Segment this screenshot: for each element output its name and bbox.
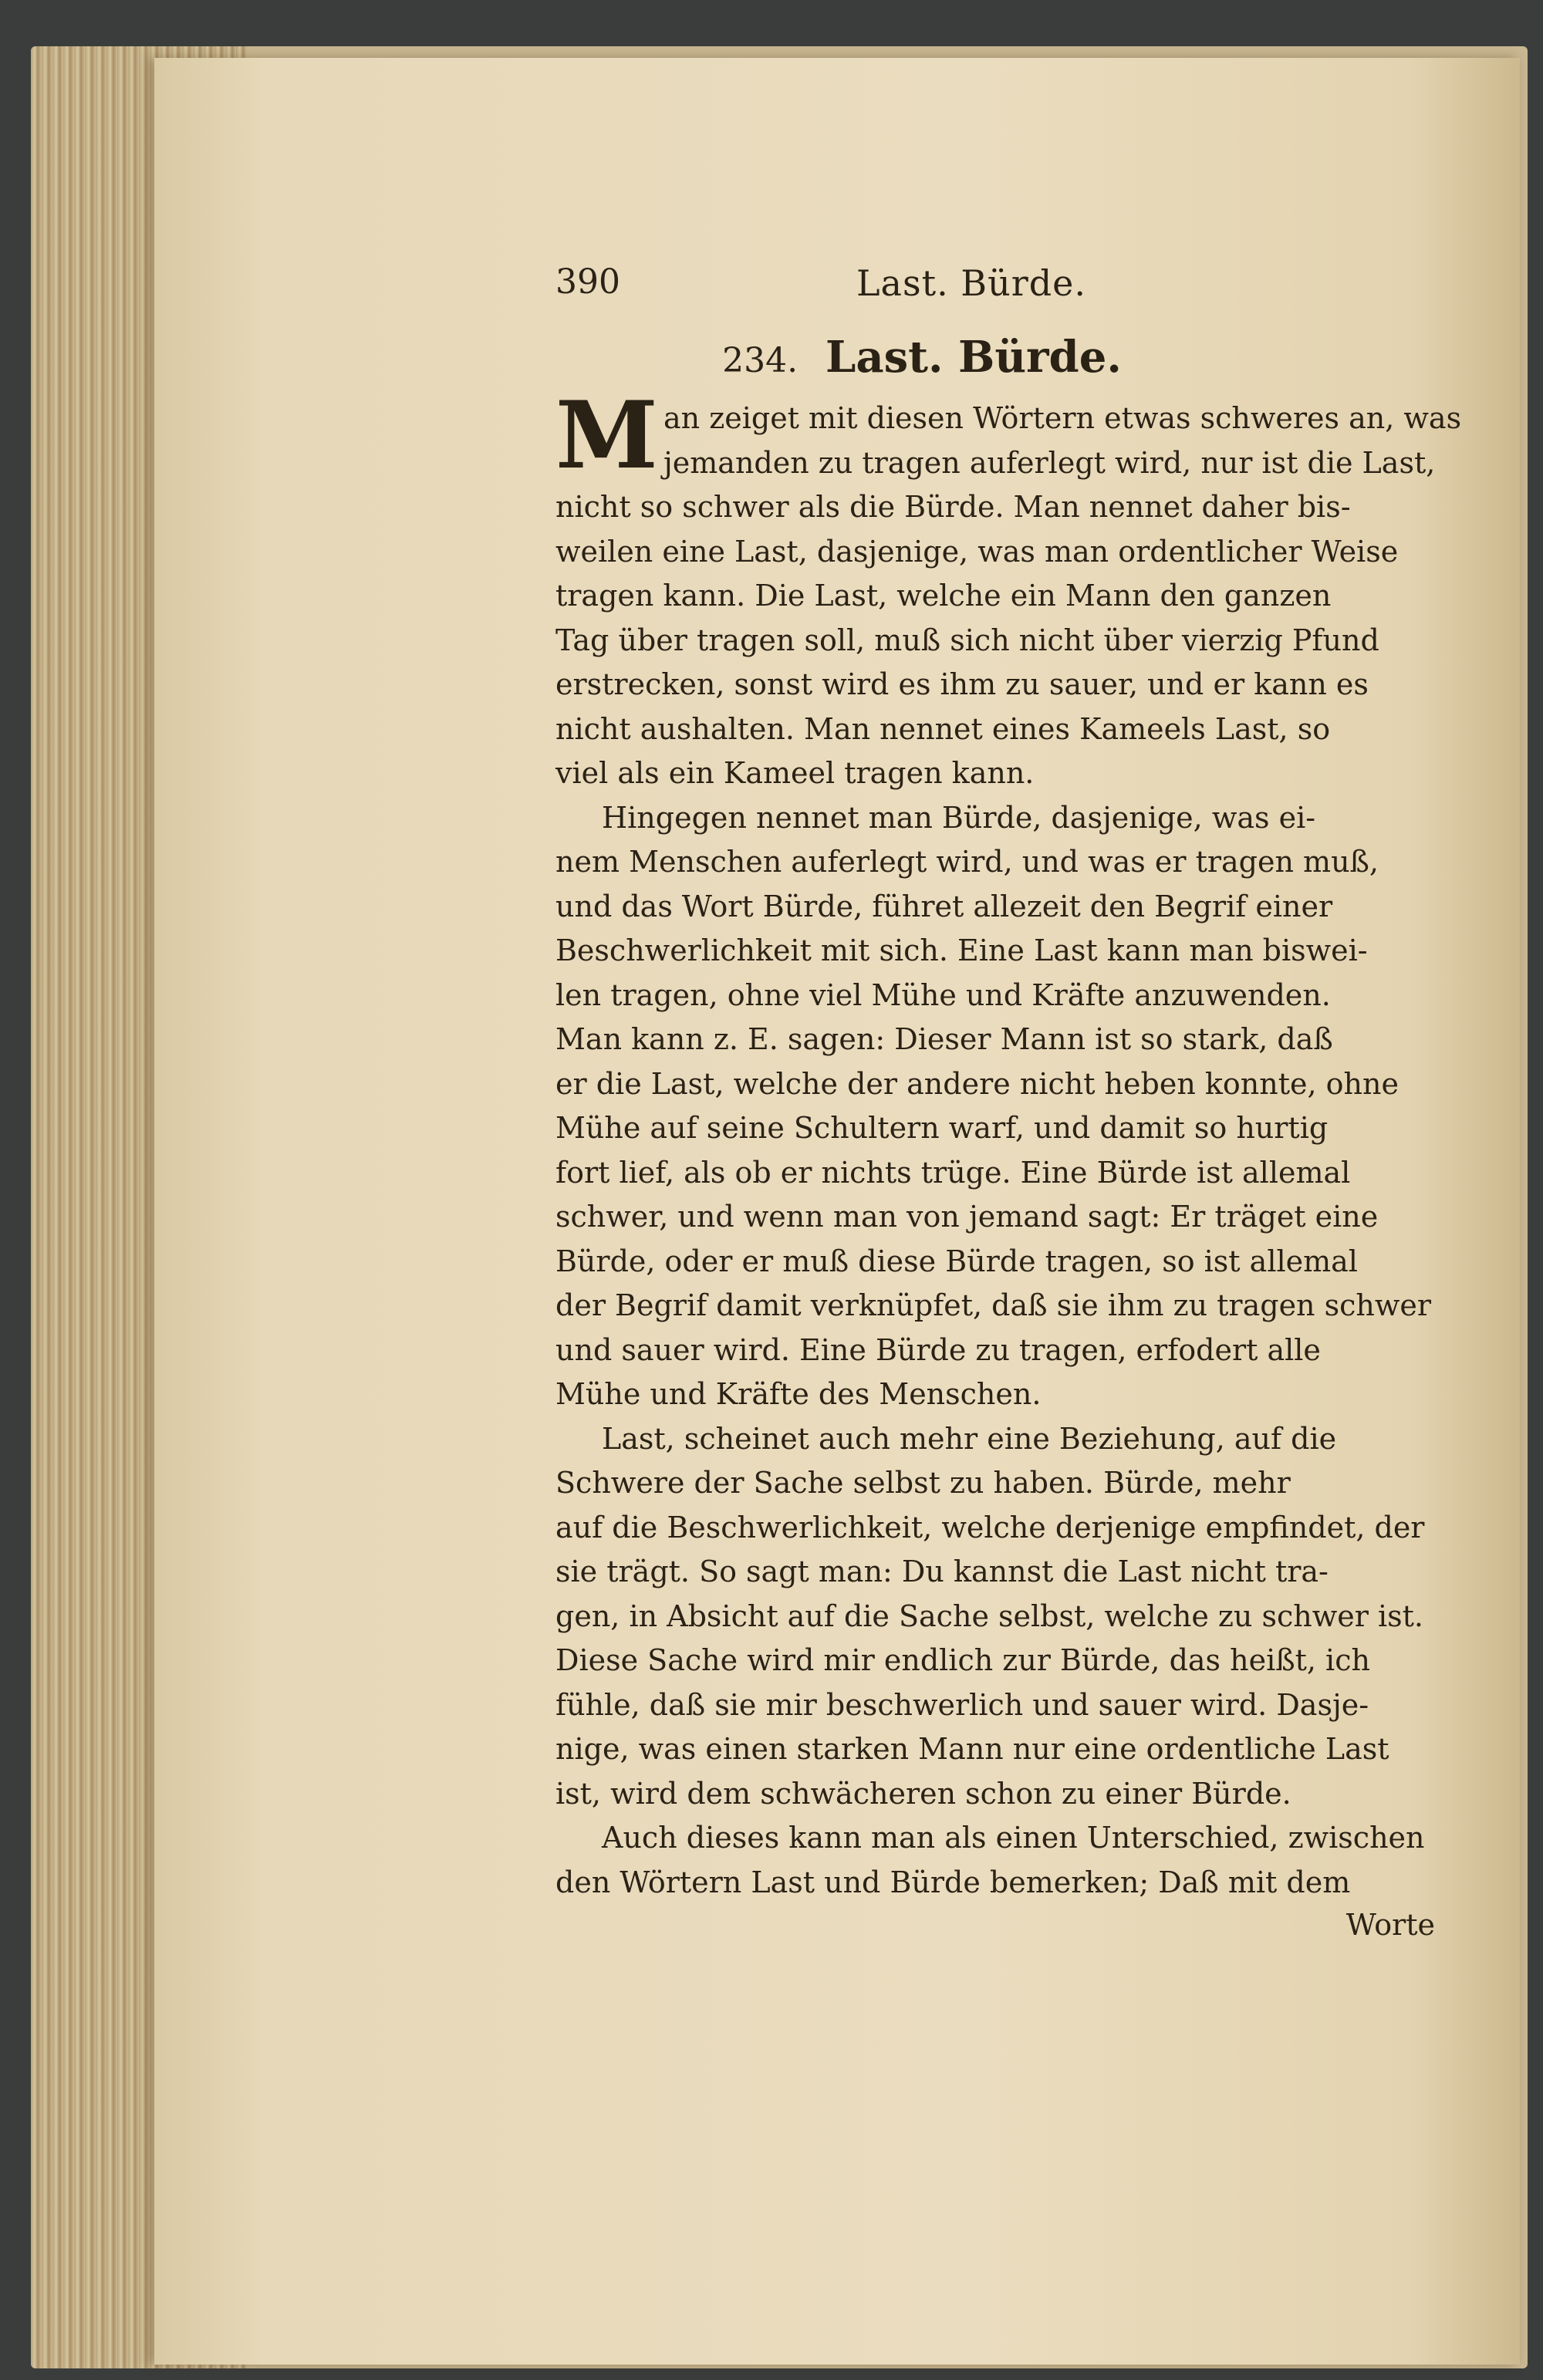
text-line: Man kann z. E. sagen: Dieser Mann ist so stark, daß: [555, 1022, 1333, 1056]
text-line: nem Menschen auferlegt wird, und was er tragen muß,: [555, 845, 1379, 879]
text-line: und sauer wird. Eine Bürde zu tragen, erfodert alle: [555, 1332, 1321, 1367]
text-line: an zeiget mit diesen Wörtern etwas schweres an, was: [663, 401, 1462, 435]
text-line: den Wörtern Last und Bürde bemerken; Daß mit dem: [555, 1865, 1351, 1899]
paragraph-4: [555, 1816, 1443, 1905]
text-line: der Begrif damit verknüpfet, daß sie ihm zu tragen schwer: [555, 1288, 1432, 1322]
text-line: Beschwerlichkeit mit sich. Eine Last kann man biswei-: [555, 933, 1368, 967]
paragraph-2: [555, 796, 1443, 1417]
text-line: auf die Beschwerlichkeit, welche derjenige empfindet, der: [555, 1510, 1425, 1544]
text-line: Auch dieses kann man als einen Unterschied, zwischen: [602, 1821, 1425, 1855]
text-line: und das Wort Bürde, führet allezeit den Begrif einer: [555, 889, 1333, 923]
text-line: ist, wird dem schwächeren schon zu einer Bürde.: [555, 1776, 1291, 1811]
text-line: Mühe auf seine Schultern warf, und damit so hurtig: [555, 1111, 1329, 1145]
text-line: Last, scheinet auch mehr eine Beziehung, auf die: [602, 1421, 1337, 1456]
text-line: viel als ein Kameel tragen kann.: [555, 756, 1035, 790]
text-line: er die Last, welche der andere nicht heben konnte, ohne: [555, 1066, 1399, 1101]
text-line: fort lief, als ob er nichts trüge. Eine Bürde ist allemal: [555, 1155, 1351, 1190]
page-header: [555, 262, 1443, 316]
text-line: Bürde, oder er muß diese Bürde tragen, so ist allemal: [555, 1244, 1358, 1278]
drop-cap: [555, 381, 658, 490]
text-line: jemanden zu tragen auferlegt wird, nur ist die Last,: [663, 445, 1436, 480]
text-line: erstrecken, sonst wird es ihm zu sauer, und er kann es: [555, 667, 1369, 701]
text-line: Mühe und Kräfte des Menschen.: [555, 1377, 1042, 1411]
page-content: [555, 262, 1462, 1942]
text-line: weilen eine Last, dasjenige, was man ordentlicher Weise: [555, 534, 1399, 569]
section-heading: [555, 332, 1443, 383]
text-line: nicht so schwer als die Bürde. Man nennet daher bis-: [555, 490, 1351, 524]
page-number: 390: [555, 262, 620, 302]
section-title: Last. Bürde.: [825, 332, 1122, 383]
text-line: nige, was einen starken Mann nur eine ordentliche Last: [555, 1732, 1389, 1766]
initial-letter: M: [555, 381, 658, 490]
text-line: fühle, daß sie mir beschwerlich und sauer wird. Dasje-: [555, 1687, 1369, 1722]
text-line: gen, in Absicht auf die Sache selbst, welche zu schwer ist.: [555, 1598, 1423, 1633]
text-line: Schwere der Sache selbst zu haben. Bürde, mehr: [555, 1466, 1291, 1500]
text-line: Hingegen nennet man Bürde, dasjenige, was ei-: [602, 800, 1316, 835]
paragraph-3: [555, 1417, 1443, 1817]
text-line: Diese Sache wird mir endlich zur Bürde, das heißt, ich: [555, 1643, 1370, 1677]
text-line: nicht aushalten. Man nennet eines Kameels Last, so: [555, 711, 1331, 746]
catchword: Worte: [1345, 1908, 1435, 1942]
running-head: Last. Bürde.: [856, 262, 1087, 304]
text-line: schwer, und wenn man von jemand sagt: Er träget eine: [555, 1200, 1379, 1234]
text-line: len tragen, ohne viel Mühe und Kräfte anzuwenden.: [555, 977, 1331, 1012]
text-line: sie trägt. So sagt man: Du kannst die Last nicht tra-: [555, 1555, 1329, 1588]
paragraph-1: [555, 381, 1462, 796]
text-line: Tag über tragen soll, muß sich nicht über vierzig Pfund: [555, 623, 1379, 657]
section-number: 234.: [722, 341, 799, 380]
text-line: tragen kann. Die Last, welche ein Mann den ganzen: [555, 579, 1332, 613]
